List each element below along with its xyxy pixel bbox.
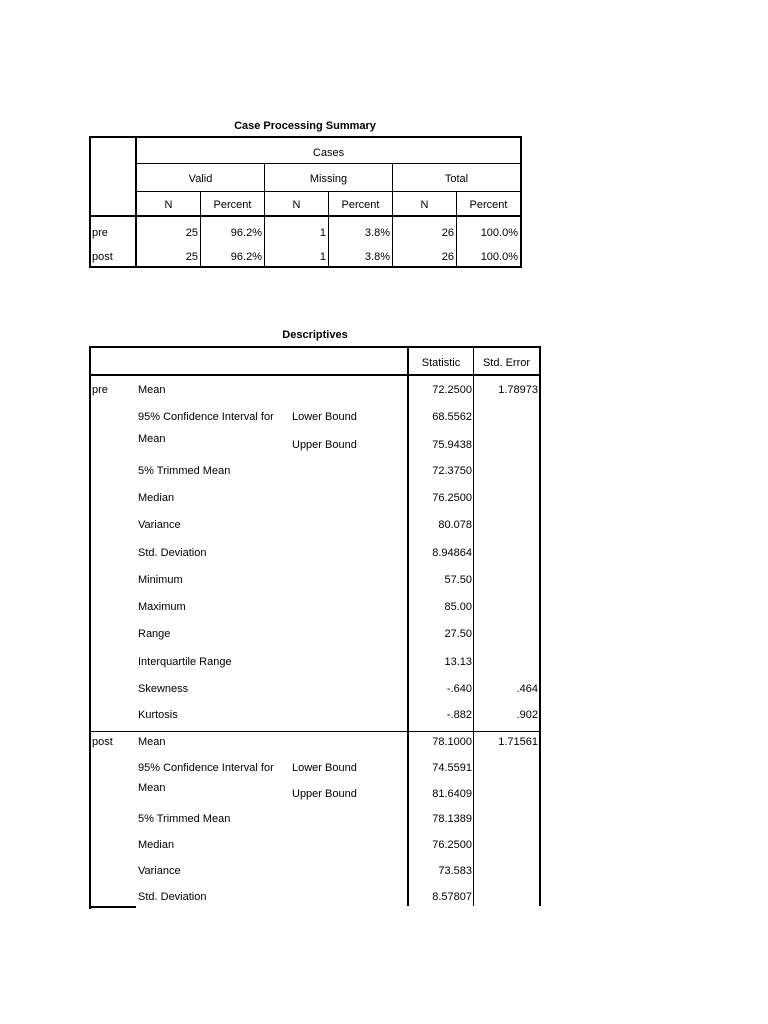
stat-name-cont: Mean: [138, 782, 166, 794]
stat-value: 8.94864: [432, 547, 472, 559]
post-missing-n: 1: [319, 251, 326, 263]
stat-value: -.640: [446, 683, 472, 695]
stat-value: 57.50: [444, 574, 472, 586]
stat-name: 5% Trimmed Mean: [138, 813, 231, 825]
case-table-right-border: [520, 136, 522, 268]
pre-valid-percent: 96.2%: [230, 227, 262, 239]
post-total-percent: 100.0%: [480, 251, 518, 263]
case-table-left-border: [89, 136, 91, 268]
pre-total-n: 26: [441, 227, 454, 239]
group-label-pre: pre: [92, 384, 108, 396]
desc-table-bottom-stub: [89, 906, 136, 908]
stat-name: 5% Trimmed Mean: [138, 465, 231, 477]
post-total-n: 26: [441, 251, 454, 263]
stderr-value: 1.71561: [498, 736, 538, 748]
percent-header: Percent: [469, 199, 508, 211]
stat-name: Median: [138, 492, 175, 504]
n-header: N: [164, 199, 173, 211]
case-table-top-border: [89, 136, 522, 138]
stat-value: 75.9438: [432, 439, 472, 451]
pre-missing-percent: 3.8%: [364, 227, 390, 239]
desc-header-bottom: [89, 374, 541, 376]
post-missing-percent: 3.8%: [364, 251, 390, 263]
pre-missing-n: 1: [319, 227, 326, 239]
pre-total-percent: 100.0%: [480, 227, 518, 239]
stat-value: 80.078: [438, 519, 472, 531]
stat-value: 8.57807: [432, 891, 472, 903]
percent-header: Percent: [213, 199, 252, 211]
desc-stderr-divider: [473, 346, 474, 906]
stat-subname: Upper Bound: [292, 788, 357, 800]
n-header: N: [420, 199, 429, 211]
n-header: N: [292, 199, 301, 211]
stat-value: 68.5562: [432, 411, 472, 423]
desc-group-divider: [89, 731, 541, 732]
desc-table-left-border: [89, 346, 91, 909]
stat-name: Skewness: [138, 683, 189, 695]
stat-name: 95% Confidence Interval for: [138, 411, 274, 423]
stat-value: 78.1389: [432, 813, 472, 825]
pre-valid-n: 25: [185, 227, 198, 239]
stat-value: -.882: [446, 709, 472, 721]
missing-header: Missing: [309, 173, 348, 185]
stat-name: Interquartile Range: [138, 656, 232, 668]
stat-name: Minimum: [138, 574, 183, 586]
percent-header: Percent: [341, 199, 380, 211]
stat-name-cont: Mean: [138, 433, 166, 445]
stat-name: Maximum: [138, 601, 186, 613]
stat-name: Kurtosis: [138, 709, 178, 721]
stat-value: 27.50: [444, 628, 472, 640]
stat-value: 73.583: [438, 865, 472, 877]
stat-value: 74.5591: [432, 762, 472, 774]
descriptives-title: Descriptives: [282, 329, 348, 341]
desc-table-right-border: [539, 346, 541, 906]
stat-value: 81.6409: [432, 788, 472, 800]
stat-value: 72.3750: [432, 465, 472, 477]
stderr-header: Std. Error: [482, 357, 531, 369]
group-label-post: post: [92, 736, 113, 748]
row-label-pre: pre: [92, 227, 108, 239]
stat-subname: Lower Bound: [292, 762, 357, 774]
stat-value: 85.00: [444, 601, 472, 613]
valid-header: Valid: [188, 173, 213, 185]
statistic-header: Statistic: [421, 357, 461, 369]
stat-value: 13.13: [444, 656, 472, 668]
cases-header: Cases: [312, 147, 345, 159]
stat-name: Mean: [138, 384, 166, 396]
case-row-line-1: [135, 163, 521, 164]
post-valid-n: 25: [185, 251, 198, 263]
stat-name: Median: [138, 839, 175, 851]
stderr-value: 1.78973: [498, 384, 538, 396]
total-header: Total: [444, 173, 469, 185]
stat-name: Range: [138, 628, 171, 640]
stderr-value: .464: [516, 683, 538, 695]
stat-name: 95% Confidence Interval for: [138, 762, 274, 774]
stat-subname: Upper Bound: [292, 439, 357, 451]
stat-name: Std. Deviation: [138, 891, 207, 903]
stat-value: 76.2500: [432, 839, 472, 851]
case-summary-title: Case Processing Summary: [234, 120, 376, 132]
stat-value: 76.2500: [432, 492, 472, 504]
stat-subname: Lower Bound: [292, 411, 357, 423]
stat-value: 72.2500: [432, 384, 472, 396]
stat-name: Std. Deviation: [138, 547, 207, 559]
stat-name: Variance: [138, 865, 181, 877]
stderr-value: .902: [516, 709, 538, 721]
stat-name: Variance: [138, 519, 181, 531]
stat-name: Mean: [138, 736, 166, 748]
case-header-bottom: [89, 215, 522, 217]
stat-value: 78.1000: [432, 736, 472, 748]
row-label-post: post: [92, 251, 113, 263]
case-table-bottom-border: [89, 266, 522, 268]
post-valid-percent: 96.2%: [230, 251, 262, 263]
